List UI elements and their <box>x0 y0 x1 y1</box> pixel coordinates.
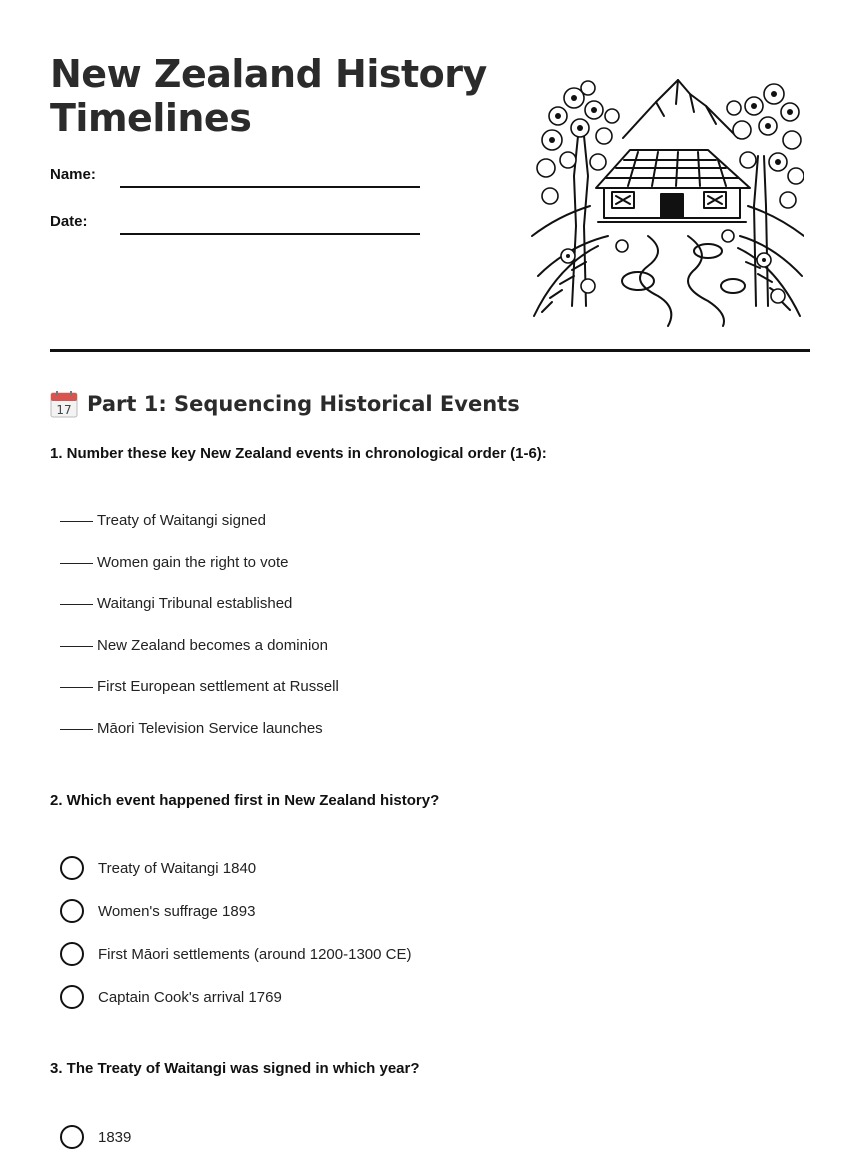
sequence-item[interactable]: New Zealand becomes a dominion <box>60 637 328 654</box>
section-title: Part 1: Sequencing Historical Events <box>87 392 520 416</box>
calendar-day-number: 17 <box>56 403 72 417</box>
question-1-prompt: 1. Number these key New Zealand events in chronological order (1-6): <box>50 445 547 462</box>
order-blank[interactable] <box>60 604 93 605</box>
question-2-prompt: 2. Which event happened first in New Zealand history? <box>50 792 440 809</box>
sequence-item[interactable]: First European settlement at Russell <box>60 678 339 695</box>
question-3-prompt: 3. The Treaty of Waitangi was signed in which year? <box>50 1060 420 1077</box>
order-blank[interactable] <box>60 563 93 564</box>
sequence-item[interactable]: Women gain the right to vote <box>60 554 289 571</box>
radio-option[interactable]: Captain Cook's arrival 1769 <box>60 984 282 1010</box>
radio-option[interactable]: First Māori settlements (around 1200-1300 CE) <box>60 941 411 967</box>
order-blank[interactable] <box>60 521 93 522</box>
order-blank[interactable] <box>60 646 93 647</box>
radio-option[interactable]: Treaty of Waitangi 1840 <box>60 855 256 881</box>
radio-button[interactable] <box>60 942 84 966</box>
name-field[interactable] <box>50 166 420 190</box>
radio-button[interactable] <box>60 1125 84 1149</box>
wharenui-landscape-illustration <box>528 76 804 328</box>
radio-option[interactable]: Women's suffrage 1893 <box>60 898 255 924</box>
header-divider <box>50 349 810 352</box>
date-field[interactable] <box>50 213 420 237</box>
radio-button[interactable] <box>60 985 84 1009</box>
title-line-1: New Zealand History <box>50 52 487 96</box>
radio-option[interactable]: 1839 <box>60 1124 131 1150</box>
sequence-item[interactable]: Māori Television Service launches <box>60 720 323 737</box>
name-label: Name: <box>50 166 96 183</box>
page-title <box>50 52 490 140</box>
part1-heading <box>50 388 520 420</box>
date-blank-line[interactable] <box>120 233 420 235</box>
title-line-2: Timelines <box>50 96 252 140</box>
order-blank[interactable] <box>60 729 93 730</box>
sequence-item[interactable]: Waitangi Tribunal established <box>60 595 292 612</box>
radio-button[interactable] <box>60 856 84 880</box>
name-blank-line[interactable] <box>120 186 420 188</box>
calendar-icon <box>50 390 78 418</box>
sequence-item[interactable]: Treaty of Waitangi signed <box>60 512 266 529</box>
radio-button[interactable] <box>60 899 84 923</box>
order-blank[interactable] <box>60 687 93 688</box>
date-label: Date: <box>50 213 88 230</box>
